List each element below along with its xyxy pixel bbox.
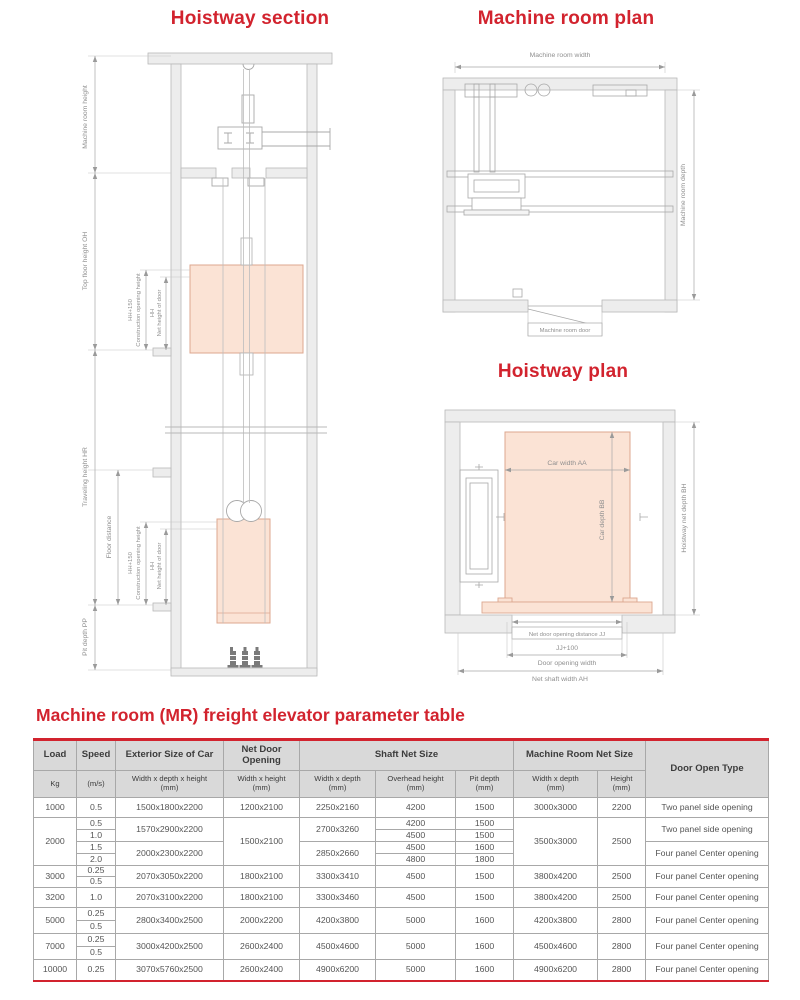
hoistway-net-depth-label: Hoistway net depth BH <box>681 483 688 553</box>
hoistway-section-title: Hoistway section <box>170 8 330 29</box>
cell: 1500 <box>456 866 514 888</box>
cell: 1500 <box>456 888 514 908</box>
traveling-height-label: Traveling height HR <box>82 447 89 507</box>
cell: 3300x3410 <box>300 866 376 888</box>
hh-label-top: HH <box>150 308 156 318</box>
cell: 5000 <box>376 960 456 981</box>
car-width-label: Car width AA <box>547 460 587 467</box>
cell: Four panel Center opening <box>646 888 769 908</box>
car-plan <box>505 432 630 602</box>
table-header-row <box>34 740 769 771</box>
cell: 1200x2100 <box>224 798 300 818</box>
cell: 1600 <box>456 842 514 854</box>
th-machine-room-net-size: Machine Room Net Size <box>514 740 646 771</box>
th-net-door-opening: Net Door Opening <box>224 740 300 771</box>
th-speed: Speed <box>77 740 116 771</box>
machine-room-width-label: Machine room width <box>529 52 591 59</box>
counterweight-plan <box>460 464 498 588</box>
cell: 4500 <box>376 842 456 854</box>
cell: 2800 <box>598 960 646 981</box>
hoistway-plan-drawing <box>430 400 720 700</box>
floor-distance-label: Floor distance <box>106 515 113 559</box>
section-dimension-labels <box>82 85 163 656</box>
cell: 4200 <box>376 798 456 818</box>
th-shaft-oh-sub: Overhead height (mm) <box>376 771 456 798</box>
machine-room-equipment <box>447 84 673 297</box>
upper-car <box>190 265 303 353</box>
cell: 1600 <box>456 934 514 960</box>
cell: 0.5 <box>77 921 116 934</box>
cell: 4200x3800 <box>300 908 376 934</box>
machine-room-labels <box>530 52 687 334</box>
th-exterior-size: Exterior Size of Car <box>116 740 224 771</box>
cell: 1000 <box>34 798 77 818</box>
cell: 4800 <box>376 854 456 866</box>
cell: 4900x6200 <box>514 960 598 981</box>
cell: 1500 <box>456 798 514 818</box>
jj100-label: JJ+100 <box>555 645 579 652</box>
hoistway-plan-title: Hoistway plan <box>497 361 629 382</box>
cell: 4200 <box>376 818 456 830</box>
cell: 4900x6200 <box>300 960 376 981</box>
cell: 3000x3000 <box>514 798 598 818</box>
cell: 0.5 <box>77 818 116 830</box>
cell: Four panel Center opening <box>646 934 769 960</box>
cell: 1800 <box>456 854 514 866</box>
cell: 3500x3000 <box>514 818 598 866</box>
th-load: Load <box>34 740 77 771</box>
cell: 1.5 <box>77 842 116 854</box>
top-floor-height-label: Top floor height OH <box>82 231 89 291</box>
cell: 4500x4600 <box>300 934 376 960</box>
cell: 1.0 <box>77 830 116 842</box>
cell: 4500 <box>376 888 456 908</box>
cell: 1800x2100 <box>224 866 300 888</box>
cell: 2800 <box>598 908 646 934</box>
cell: 1.0 <box>77 888 116 908</box>
cell: Four panel Center opening <box>646 908 769 934</box>
machine-room-height-label: Machine room height <box>82 85 89 149</box>
cell: 3000x4200x2500 <box>116 934 224 960</box>
cell: 4500 <box>376 866 456 888</box>
cell: 4200x3800 <box>514 908 598 934</box>
cell: 2600x2400 <box>224 960 300 981</box>
cell: 4500 <box>376 830 456 842</box>
cell: 1500x2100 <box>224 818 300 866</box>
cell: 3200 <box>34 888 77 908</box>
cell: 2250x2160 <box>300 798 376 818</box>
door-opening-width-label: Door opening width <box>537 660 597 667</box>
cell: 0.5 <box>77 798 116 818</box>
cell: 2800x3400x2500 <box>116 908 224 934</box>
cell: 0.25 <box>77 934 116 947</box>
th-net-door-sub: Width x height (mm) <box>224 771 300 798</box>
cell: Four panel Center opening <box>646 866 769 888</box>
construction-opening-label-bottom: Construction opening height <box>136 526 142 600</box>
cell: Four panel Center opening <box>646 960 769 981</box>
cell: 0.25 <box>77 908 116 921</box>
cell: 1500 <box>456 818 514 830</box>
machine-room-plan-drawing <box>430 40 720 350</box>
cell: 2000x2200 <box>224 908 300 934</box>
cell: 5000 <box>376 908 456 934</box>
hoist-hook-icon <box>243 64 254 70</box>
cell: 1600 <box>456 908 514 934</box>
cell: 2200 <box>598 798 646 818</box>
car-depth-label: Car depth BB <box>599 499 606 541</box>
machine-room-plan-title: Machine room plan <box>477 8 655 29</box>
car-pulley-right <box>241 501 262 522</box>
cell: 2000 <box>34 818 77 866</box>
table-row <box>34 866 769 877</box>
cell: 0.25 <box>77 866 116 877</box>
construction-opening-label-top: Construction opening height <box>136 273 142 347</box>
th-load-unit: Kg <box>34 771 77 798</box>
cell: 2500 <box>598 866 646 888</box>
table-row <box>34 960 769 981</box>
cell: 3000 <box>34 866 77 888</box>
machine-room-door-label: Machine room door <box>539 328 591 334</box>
table-row <box>34 798 769 818</box>
cell: 5000 <box>34 908 77 934</box>
cell: 1570x2900x2200 <box>116 818 224 842</box>
cell: 2850x2660 <box>300 842 376 866</box>
cell: 1500x1800x2200 <box>116 798 224 818</box>
cell: 0.5 <box>77 947 116 960</box>
hh-label-bottom: HH <box>150 561 156 571</box>
pit-depth-label: Pit depth PP <box>82 618 89 656</box>
th-mr-wd-sub: Width x depth (mm) <box>514 771 598 798</box>
cell: 2070x3050x2200 <box>116 866 224 888</box>
th-speed-unit: (m/s) <box>77 771 116 798</box>
table-title: Machine room (MR) freight elevator parameter table <box>36 705 465 725</box>
parameter-table <box>33 738 769 982</box>
pit-buffers <box>228 647 263 668</box>
section-dimension-lines <box>88 56 217 670</box>
cell: 2.0 <box>77 854 116 866</box>
table-row <box>34 818 769 830</box>
th-door-open-type: Door Open Type <box>646 740 769 798</box>
cell: 4500x4600 <box>514 934 598 960</box>
net-height-of-door-label-bottom: Net height of door <box>157 542 163 590</box>
hh150-label-top: HH+150 <box>128 299 134 321</box>
th-shaft-pit-sub: Pit depth (mm) <box>456 771 514 798</box>
hoistway-section-drawing <box>60 40 380 700</box>
shaft-beam-lines <box>165 427 327 433</box>
th-exterior-sub: Width x depth x height (mm) <box>116 771 224 798</box>
cell: 0.25 <box>77 960 116 981</box>
cell: 1600 <box>456 960 514 981</box>
th-shaft-wd-sub: Width x depth (mm) <box>300 771 376 798</box>
table-row <box>34 842 769 854</box>
cell: 2070x3100x2200 <box>116 888 224 908</box>
cell: 5000 <box>376 934 456 960</box>
cell: Two panel side opening <box>646 798 769 818</box>
cell: 3800x4200 <box>514 888 598 908</box>
lower-car <box>217 519 270 623</box>
th-mr-h-sub: Height (mm) <box>598 771 646 798</box>
cell: 10000 <box>34 960 77 981</box>
cell: 2500 <box>598 888 646 908</box>
cell: 0.5 <box>77 877 116 888</box>
cell: 7000 <box>34 934 77 960</box>
cell: 2500 <box>598 818 646 866</box>
cell: 2800 <box>598 934 646 960</box>
net-height-of-door-label-top: Net height of door <box>157 289 163 337</box>
cell: Four panel Center opening <box>646 842 769 866</box>
cell: Two panel side opening <box>646 818 769 842</box>
machine-room-depth-label: Machine room depth <box>680 164 687 226</box>
cell: 2000x2300x2200 <box>116 842 224 866</box>
table-row <box>34 908 769 921</box>
th-shaft-net-size: Shaft Net Size <box>300 740 514 771</box>
cell: 1800x2100 <box>224 888 300 908</box>
cell: 3070x5760x2500 <box>116 960 224 981</box>
net-door-opening-distance-label: Net door opening distance JJ <box>528 632 606 638</box>
cell: 2700x3260 <box>300 818 376 842</box>
cell: 2600x2400 <box>224 934 300 960</box>
cell: 1500 <box>456 830 514 842</box>
hh150-label-bottom: HH+150 <box>128 552 134 574</box>
table-row <box>34 934 769 947</box>
cell: 3800x4200 <box>514 866 598 888</box>
table-row <box>34 888 769 908</box>
net-shaft-width-label: Net shaft width AH <box>532 676 588 683</box>
cell: 3300x3460 <box>300 888 376 908</box>
